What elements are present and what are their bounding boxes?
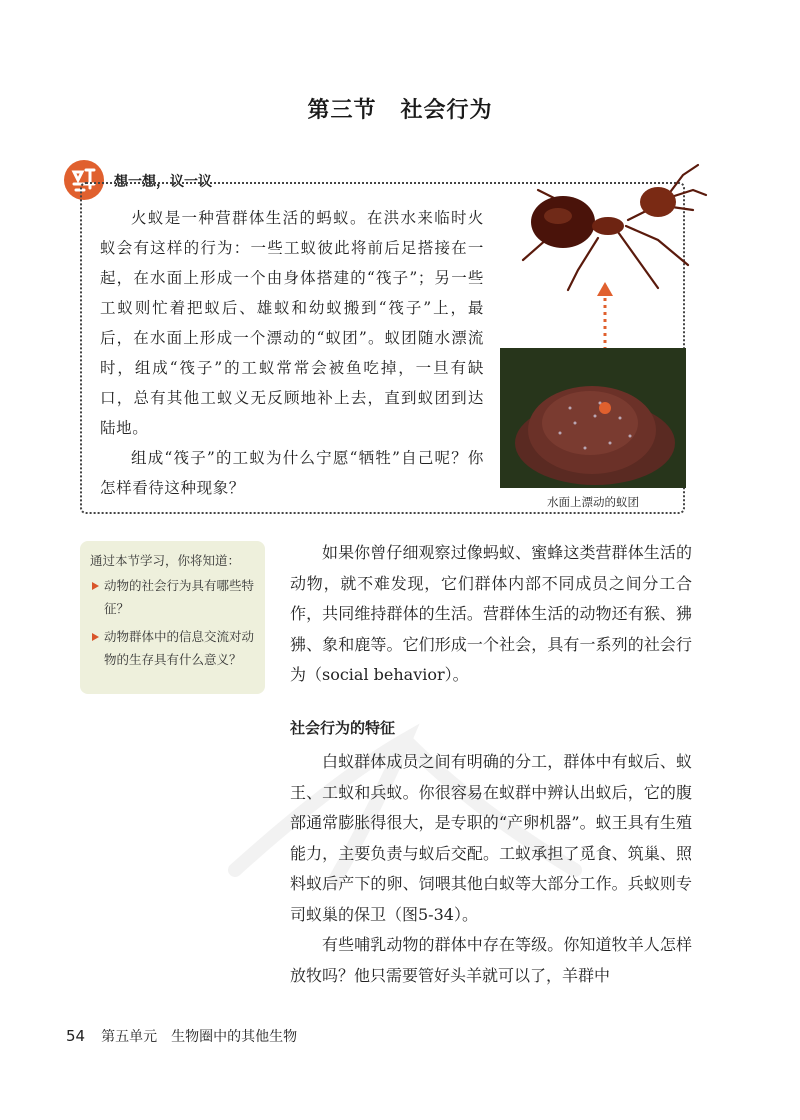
objectives-title: 通过本节学习，你将知道： [90,553,241,568]
page-footer [66,1026,297,1046]
learning-objectives-box [80,541,265,694]
page-number: 54 [66,1027,86,1045]
section-heading: 社会行为的特征 [290,718,396,737]
fire-ant-image [508,160,708,295]
think-paragraph: 火蚁是一种营群体生活的蚂蚁。在洪水来临时火蚁会有这样的行为：一些工蚁彼此将前后足搭接在一起，在水面上形成一个由身体搭建的“筏子”；另一些工蚁则忙着把蚁后、雄蚁和幼蚁搬到“筏子”上，最后，在水面上形成一个漂动的“蚁团”。蚁团随水漂流时，组成“筏子”的工蚁常常会被鱼吃掉，一旦有缺口，总有其他工蚁义无反顾地补上去，直到蚁团到达陆地。 [100,209,484,437]
think-discuss-heading: 想一想，议一议 [114,174,212,190]
think-discuss-text [100,203,484,503]
page-title [0,93,800,124]
section-topic: 社会行为 [400,98,493,123]
unit-title: 第五单元 生物圈中的其他生物 [101,1029,298,1045]
body-paragraph: 有些哺乳动物的群体中存在等级。你知道牧羊人怎样放牧吗？他只需要管好头羊就可以了，羊群中 [290,935,692,985]
objective-item: 动物群体中的信息交流对动物的生存具有什么意义？ [90,625,255,671]
ant-raft-image [500,348,686,488]
objective-item: 动物的社会行为具有哪些特征？ [90,574,255,620]
photo-caption: 水面上漂动的蚁团 [547,495,639,509]
think-question: 组成“筏子”的工蚁为什么宁愿“牺牲”自己呢？你怎样看待这种现象？ [100,449,484,497]
intro-paragraph: 如果你曾仔细观察过像蚂蚁、蜜蜂这类营群体生活的动物，就不难发现，它们群体内部不同成员之间分工合作，共同维持群体的生活。营群体生活的动物还有猴、狒狒、象和鹿等。它们形成一个社会，具有一系列的社会行为（social behavior）。 [290,543,692,684]
main-content [290,538,692,991]
section-number: 第三节 [307,98,377,123]
body-paragraph: 白蚁群体成员之间有明确的分工，群体中有蚁后、蚁王、工蚁和兵蚁。你很容易在蚁群中辨认出蚁后，它的腹部通常膨胀得很大，是专职的“产卵机器”。蚁王具有生殖能力，主要负责与蚁后交配。工蚁承担了觅食、筑巢、照料蚁后产下的卵、饲喂其他白蚁等大部分工作。兵蚁则专司蚁巢的保卫（图5-34）。 [290,752,692,924]
